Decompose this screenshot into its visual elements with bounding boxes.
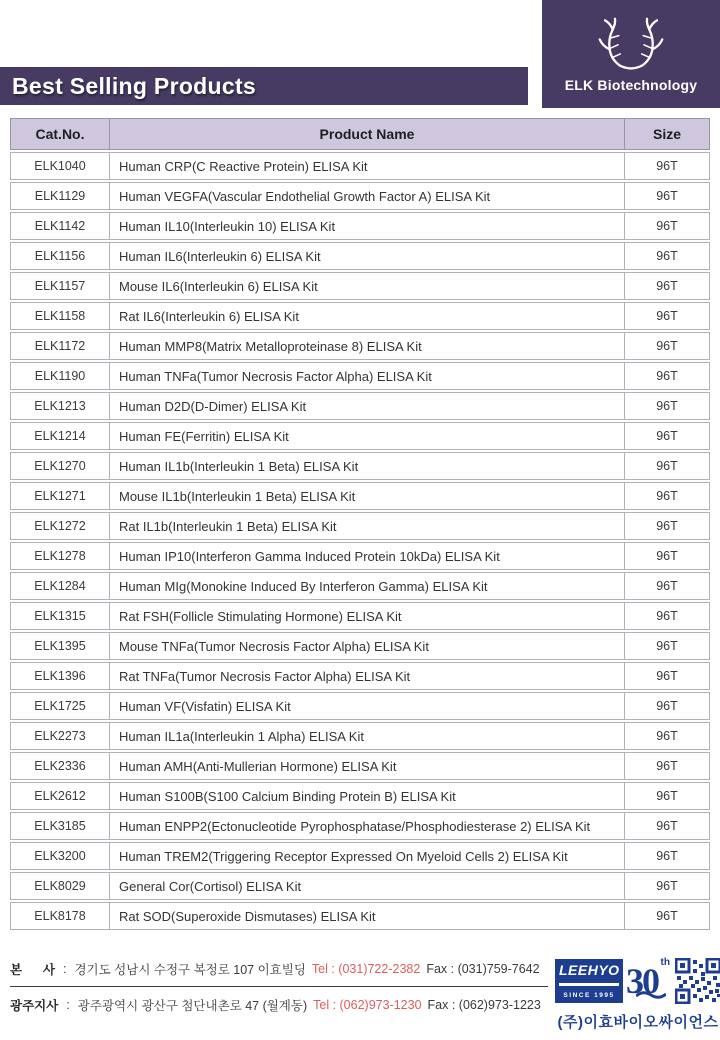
title-banner (0, 67, 528, 105)
leehyo-logo-text: LEEHYO (559, 962, 620, 978)
head-office-fax: Fax : (031)759-7642 (426, 962, 540, 976)
column-header-cat-no: Cat.No. (11, 119, 110, 149)
table-row (10, 242, 710, 270)
cell-product-name: Human AMH(Anti-Mullerian Hormone) ELISA Kit (110, 753, 625, 779)
cell-product-name: Rat SOD(Superoxide Dismutases) ELISA Kit (110, 903, 625, 929)
table-row (10, 752, 710, 780)
footer-logo-block (556, 956, 720, 1032)
cell-product-name: Human FE(Ferritin) ELISA Kit (110, 423, 625, 449)
cell-cat-no: ELK3200 (11, 843, 110, 869)
cell-product-name: Human MIg(Monokine Induced By Interferon Gamma) ELISA Kit (110, 573, 625, 599)
branch-office-label: 광주지사 (10, 999, 59, 1013)
table-row (10, 152, 710, 180)
cell-cat-no: ELK8178 (11, 903, 110, 929)
table-row (10, 632, 710, 660)
anniversary-number: 30 (626, 961, 658, 1001)
table-row (10, 662, 710, 690)
cell-cat-no: ELK2336 (11, 753, 110, 779)
cell-size: 96T (656, 699, 678, 713)
cell-size: 96T (656, 909, 678, 923)
cell-cat-no: ELK1190 (11, 363, 110, 389)
table-row (10, 692, 710, 720)
footer-divider (10, 986, 548, 987)
footer-logos (555, 956, 720, 1006)
cell-product-name: Human IL1b(Interleukin 1 Beta) ELISA Kit (110, 453, 625, 479)
table-row (10, 212, 710, 240)
cell-cat-no: ELK1395 (11, 633, 110, 659)
footer-contact-block (10, 956, 548, 1018)
footer (10, 956, 719, 1031)
head-office-address: 경기도 성남시 수정구 복정로 107 이효빌딩 (74, 963, 306, 977)
head-office-tel: Tel : (031)722-2382 (311, 962, 421, 976)
table-body (10, 152, 710, 930)
cell-product-name: Mouse IL1b(Interleukin 1 Beta) ELISA Kit (110, 483, 625, 509)
cell-product-name: Mouse IL6(Interleukin 6) ELISA Kit (110, 273, 625, 299)
cell-size: 96T (656, 639, 678, 653)
cell-size: 96T (656, 519, 678, 533)
cell-size: 96T (656, 489, 678, 503)
table-row (10, 812, 710, 840)
cell-cat-no: ELK1040 (11, 153, 110, 179)
head-office-label: 본 사 (10, 963, 55, 977)
cell-cat-no: ELK8029 (11, 873, 110, 899)
table-row (10, 422, 710, 450)
cell-cat-no: ELK1142 (11, 213, 110, 239)
leehyo-logo-since: SINCE 1995 (563, 992, 615, 999)
cell-size: 96T (656, 849, 678, 863)
column-header-product-name: Product Name (110, 119, 625, 149)
table-row (10, 722, 710, 750)
cell-size: 96T (656, 219, 678, 233)
cell-size: 96T (656, 369, 678, 383)
cell-cat-no: ELK1156 (11, 243, 110, 269)
cell-cat-no: ELK3185 (11, 813, 110, 839)
table-row (10, 182, 710, 210)
cell-size: 96T (656, 759, 678, 773)
cell-size: 96T (656, 279, 678, 293)
leehyo-logo-stripe (559, 983, 619, 986)
cell-size: 96T (656, 579, 678, 593)
cell-cat-no: ELK1158 (11, 303, 110, 329)
table-row (10, 782, 710, 810)
product-table (10, 118, 710, 930)
cell-cat-no: ELK1129 (11, 183, 110, 209)
cell-product-name: Human IL10(Interleukin 10) ELISA Kit (110, 213, 625, 239)
cell-product-name: Human CRP(C Reactive Protein) ELISA Kit (110, 153, 625, 179)
table-row (10, 362, 710, 390)
table-row (10, 542, 710, 570)
cell-cat-no: ELK2612 (11, 783, 110, 809)
branch-office-separator: : (66, 998, 70, 1012)
cell-size: 96T (656, 729, 678, 743)
cell-size: 96T (656, 549, 678, 563)
cell-size: 96T (656, 249, 678, 263)
table-row (10, 872, 710, 900)
table-row (10, 572, 710, 600)
page-title: Best Selling Products (12, 72, 257, 99)
qr-code-icon (675, 958, 720, 1004)
cell-size: 96T (656, 879, 678, 893)
cell-size: 96T (656, 159, 678, 173)
cell-cat-no: ELK1271 (11, 483, 110, 509)
cell-cat-no: ELK1157 (11, 273, 110, 299)
cell-cat-no: ELK1396 (11, 663, 110, 689)
cell-product-name: Human VEGFA(Vascular Endothelial Growth Factor A) ELISA Kit (110, 183, 625, 209)
cell-cat-no: ELK1315 (11, 603, 110, 629)
brand-logo-box (542, 0, 720, 108)
cell-size: 96T (656, 459, 678, 473)
cell-cat-no: ELK1725 (11, 693, 110, 719)
cell-size: 96T (656, 309, 678, 323)
cell-product-name: Human IP10(Interferon Gamma Induced Protein 10kDa) ELISA Kit (110, 543, 625, 569)
table-header-row (10, 118, 710, 150)
cell-size: 96T (656, 789, 678, 803)
branch-office-fax: Fax : (062)973-1223 (427, 998, 541, 1012)
branch-office-tel: Tel : (062)973-1230 (313, 998, 422, 1012)
brand-name: ELK Biotechnology (564, 77, 698, 93)
anniversary-suffix: th (660, 957, 670, 968)
cell-product-name: Human MMP8(Matrix Metalloproteinase 8) ELISA Kit (110, 333, 625, 359)
cell-product-name: Mouse TNFa(Tumor Necrosis Factor Alpha) ELISA Kit (110, 633, 625, 659)
table-row (10, 452, 710, 480)
cell-size: 96T (656, 399, 678, 413)
table-row (10, 332, 710, 360)
anniversary-wave-icon (636, 990, 666, 1000)
table-row (10, 902, 710, 930)
cell-cat-no: ELK2273 (11, 723, 110, 749)
cell-cat-no: ELK1213 (11, 393, 110, 419)
leehyo-logo (555, 959, 623, 1003)
company-name: (주)이효바이오싸이언스 (557, 1014, 719, 1031)
table-row (10, 482, 710, 510)
cell-cat-no: ELK1214 (11, 423, 110, 449)
table-row (10, 842, 710, 870)
cell-size: 96T (656, 429, 678, 443)
anniversary-30th-logo (626, 958, 672, 1004)
cell-product-name: Human S100B(S100 Calcium Binding Protein B) ELISA Kit (110, 783, 625, 809)
cell-cat-no: ELK1270 (11, 453, 110, 479)
cell-product-name: Human D2D(D-Dimer) ELISA Kit (110, 393, 625, 419)
cell-size: 96T (656, 189, 678, 203)
cell-product-name: Rat IL6(Interleukin 6) ELISA Kit (110, 303, 625, 329)
branch-office-address: 광주광역시 광산구 첨단내촌로 47 (월계동) (77, 999, 308, 1013)
cell-product-name: Human VF(Visfatin) ELISA Kit (110, 693, 625, 719)
cell-product-name: Human TREM2(Triggering Receptor Expressed On Myeloid Cells 2) ELISA Kit (110, 843, 625, 869)
cell-product-name: General Cor(Cortisol) ELISA Kit (110, 873, 625, 899)
table-row (10, 302, 710, 330)
table-row (10, 602, 710, 630)
column-header-size: Size (652, 126, 681, 142)
cell-product-name: Rat TNFa(Tumor Necrosis Factor Alpha) ELISA Kit (110, 663, 625, 689)
table-row (10, 512, 710, 540)
head-office-separator: : (63, 962, 67, 976)
cell-size: 96T (656, 669, 678, 683)
cell-product-name: Rat FSH(Follicle Stimulating Hormone) ELISA Kit (110, 603, 625, 629)
table-row (10, 392, 710, 420)
cell-cat-no: ELK1272 (11, 513, 110, 539)
cell-size: 96T (656, 819, 678, 833)
cell-cat-no: ELK1278 (11, 543, 110, 569)
cell-product-name: Human ENPP2(Ectonucleotide Pyrophosphatase/Phosphodiesterase 2) ELISA Kit (110, 813, 625, 839)
table-row (10, 272, 710, 300)
cell-product-name: Human IL6(Interleukin 6) ELISA Kit (110, 243, 625, 269)
head-office-line (10, 956, 548, 982)
cell-product-name: Rat IL1b(Interleukin 1 Beta) ELISA Kit (110, 513, 625, 539)
cell-cat-no: ELK1284 (11, 573, 110, 599)
cell-cat-no: ELK1172 (11, 333, 110, 359)
cell-size: 96T (656, 339, 678, 353)
cell-product-name: Human IL1a(Interleukin 1 Alpha) ELISA Kit (110, 723, 625, 749)
cell-size: 96T (656, 609, 678, 623)
elk-antler-logo-icon (576, 15, 686, 73)
branch-office-line (10, 992, 548, 1018)
cell-product-name: Human TNFa(Tumor Necrosis Factor Alpha) ELISA Kit (110, 363, 625, 389)
